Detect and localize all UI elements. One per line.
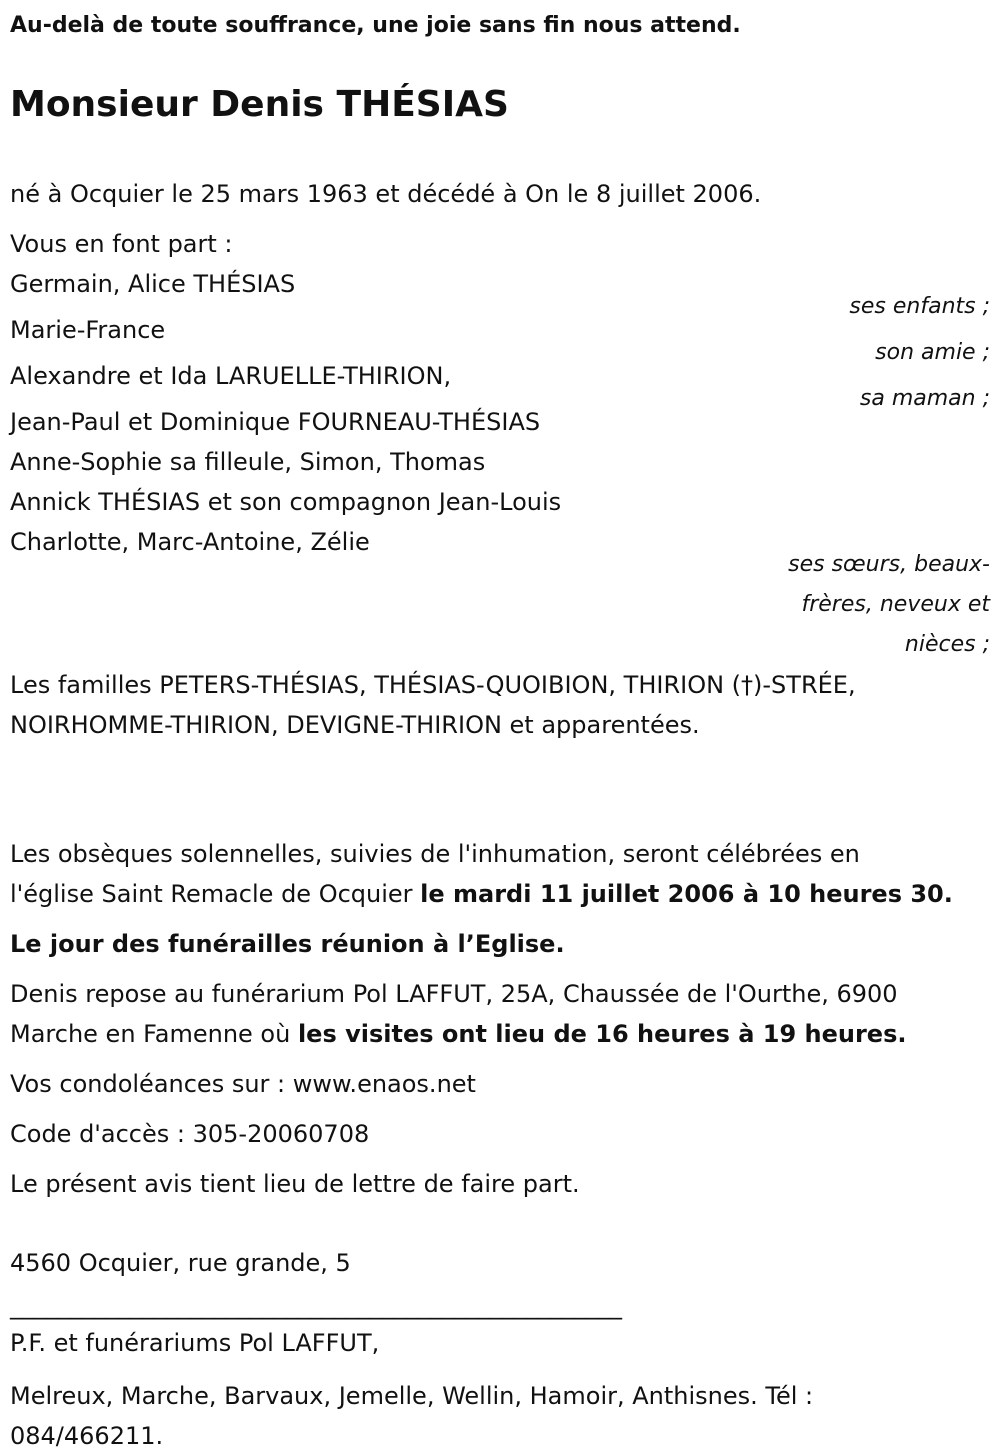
separator-line: ___________________________________________________ <box>10 1292 622 1320</box>
family-name-line: Jean-Paul et Dominique FOURNEAU-THÉSIAS <box>10 408 541 436</box>
notice-line: Le présent avis tient lieu de lettre de faire part. <box>10 1170 580 1198</box>
families-line: Les familles PETERS-THÉSIAS, THÉSIAS-QUOIBION, THIRION (†)-STRÉE, <box>10 671 856 699</box>
announcement-intro: Vous en font part : <box>10 230 233 258</box>
condolences-line: Vos condoléances sur : www.enaos.net <box>10 1070 476 1098</box>
address-line: 4560 Ocquier, rue grande, 5 <box>10 1249 351 1277</box>
family-relation: ses sœurs, beaux-frères, neveux et nièces ; <box>788 552 990 657</box>
family-relation: ses enfants ; <box>849 294 990 319</box>
visit-hours: les visites ont lieu de 16 heures à 19 heures. <box>297 1020 907 1048</box>
family-name-line: Germain, Alice THÉSIAS <box>10 270 296 298</box>
footer-block <box>10 1243 990 1456</box>
reunion-line <box>10 924 990 964</box>
reunion-text: Le jour des funérailles réunion à l’Eglise. <box>10 930 565 958</box>
funeral-line: Les obsèques solennelles, suivies de l'inhumation, seront célébrées en <box>10 840 860 868</box>
family-name-line: Annick THÉSIAS et son compagnon Jean-Louis <box>10 488 562 516</box>
funeral-details <box>10 834 990 1204</box>
family-relation: sa maman ; <box>859 386 990 411</box>
funeral-home-phone: 084/466211. <box>10 1422 164 1450</box>
funeral-home-line: Melreux, Marche, Barvaux, Jemelle, Wellin, Hamoir, Anthisnes. Tél : <box>10 1382 814 1410</box>
funeral-home-line: P.F. et funérariums Pol LAFFUT, <box>10 1329 380 1357</box>
family-relation: son amie ; <box>875 340 990 365</box>
birth-death-line: né à Ocquier le 25 mars 1963 et décédé à On le 8 juillet 2006. <box>10 180 762 208</box>
deceased-name: Monsieur Denis THÉSIAS <box>10 84 509 125</box>
families-line: NOIRHOMME-THIRION, DEVIGNE-THIRION et apparentées. <box>10 711 700 739</box>
funeral-church: l'église Saint Remacle de Ocquier <box>10 880 421 908</box>
announcement-body <box>10 174 990 745</box>
repose-line <box>10 1014 990 1054</box>
funeral-datetime: le mardi 11 juillet 2006 à 10 heures 30. <box>420 880 953 908</box>
funeral-line <box>10 874 990 914</box>
repose-line: Denis repose au funérarium Pol LAFFUT, 25A, Chaussée de l'Ourthe, 6900 <box>10 980 898 1008</box>
repose-location: Marche en Famenne où <box>10 1020 298 1048</box>
family-name-line: Alexandre et Ida LARUELLE-THIRION, <box>10 362 452 390</box>
family-name-line: Anne-Sophie sa filleule, Simon, Thomas <box>10 448 486 476</box>
epigraph: Au-delà de toute souffrance, une joie sans fin nous attend. <box>10 13 741 38</box>
access-code-line: Code d'accès : 305-20060708 <box>10 1120 370 1148</box>
family-name-line: Charlotte, Marc-Antoine, Zélie <box>10 528 370 556</box>
family-name-line: Marie-France <box>10 316 166 344</box>
